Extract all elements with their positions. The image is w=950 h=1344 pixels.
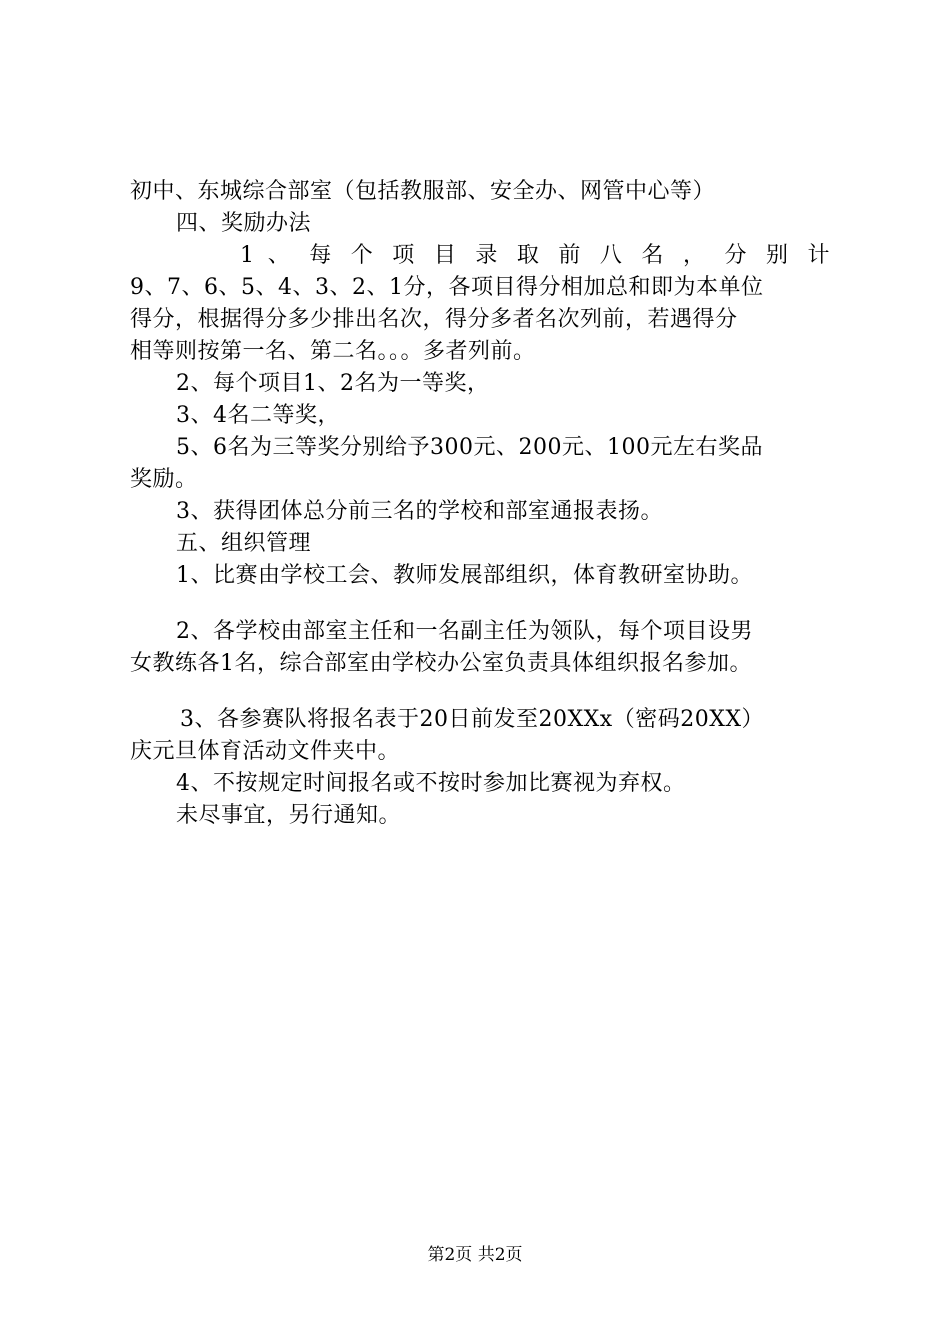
section-heading-management: 五、组织管理 bbox=[176, 531, 312, 556]
text-line: 3、各参赛队将报名表于20日前发至20XXx（密码20XX） bbox=[180, 707, 765, 732]
text-line: 3、获得团体总分前三名的学校和部室通报表扬。 bbox=[176, 499, 663, 524]
text-line: 2、每个项目1、2名为一等奖， bbox=[176, 371, 490, 396]
text-line: 初中、东城综合部室（包括教服部、安全办、网管中心等） bbox=[130, 179, 716, 204]
page-footer: 第2页 共2页 bbox=[427, 1245, 523, 1265]
section-heading-rewards: 四、奖励办法 bbox=[176, 211, 312, 236]
text-line: 相等则按第一名、第二名。。。多者列前。 bbox=[130, 339, 536, 364]
text-line: 1 、 每 个 项 目 录 取 前 八 名 ， 分 别 计 bbox=[240, 243, 830, 268]
text-line: 未尽事宜，另行通知。 bbox=[176, 803, 402, 828]
text-line: 得分，根据得分多少排出名次，得分多者名次列前，若遇得分 bbox=[130, 307, 738, 332]
text-line: 1、比赛由学校工会、教师发展部组织，体育教研室协助。 bbox=[176, 563, 753, 588]
text-line: 9、7、6、5、4、3、2、1分，各项目得分相加总和即为本单位 bbox=[130, 275, 764, 300]
text-line: 庆元旦体育活动文件夹中。 bbox=[130, 739, 401, 764]
text-line: 奖励。 bbox=[130, 467, 198, 492]
text-line: 4、不按规定时间报名或不按时参加比赛视为弃权。 bbox=[176, 771, 686, 796]
text-line: 2、各学校由部室主任和一名副主任为领队，每个项目设男 bbox=[176, 619, 753, 644]
text-line: 5、6名为三等奖分别给予300元、200元、100元左右奖品 bbox=[176, 435, 763, 460]
text-line: 3、4名二等奖， bbox=[176, 403, 340, 428]
text-line: 女教练各1名，综合部室由学校办公室负责具体组织报名参加。 bbox=[130, 651, 752, 676]
